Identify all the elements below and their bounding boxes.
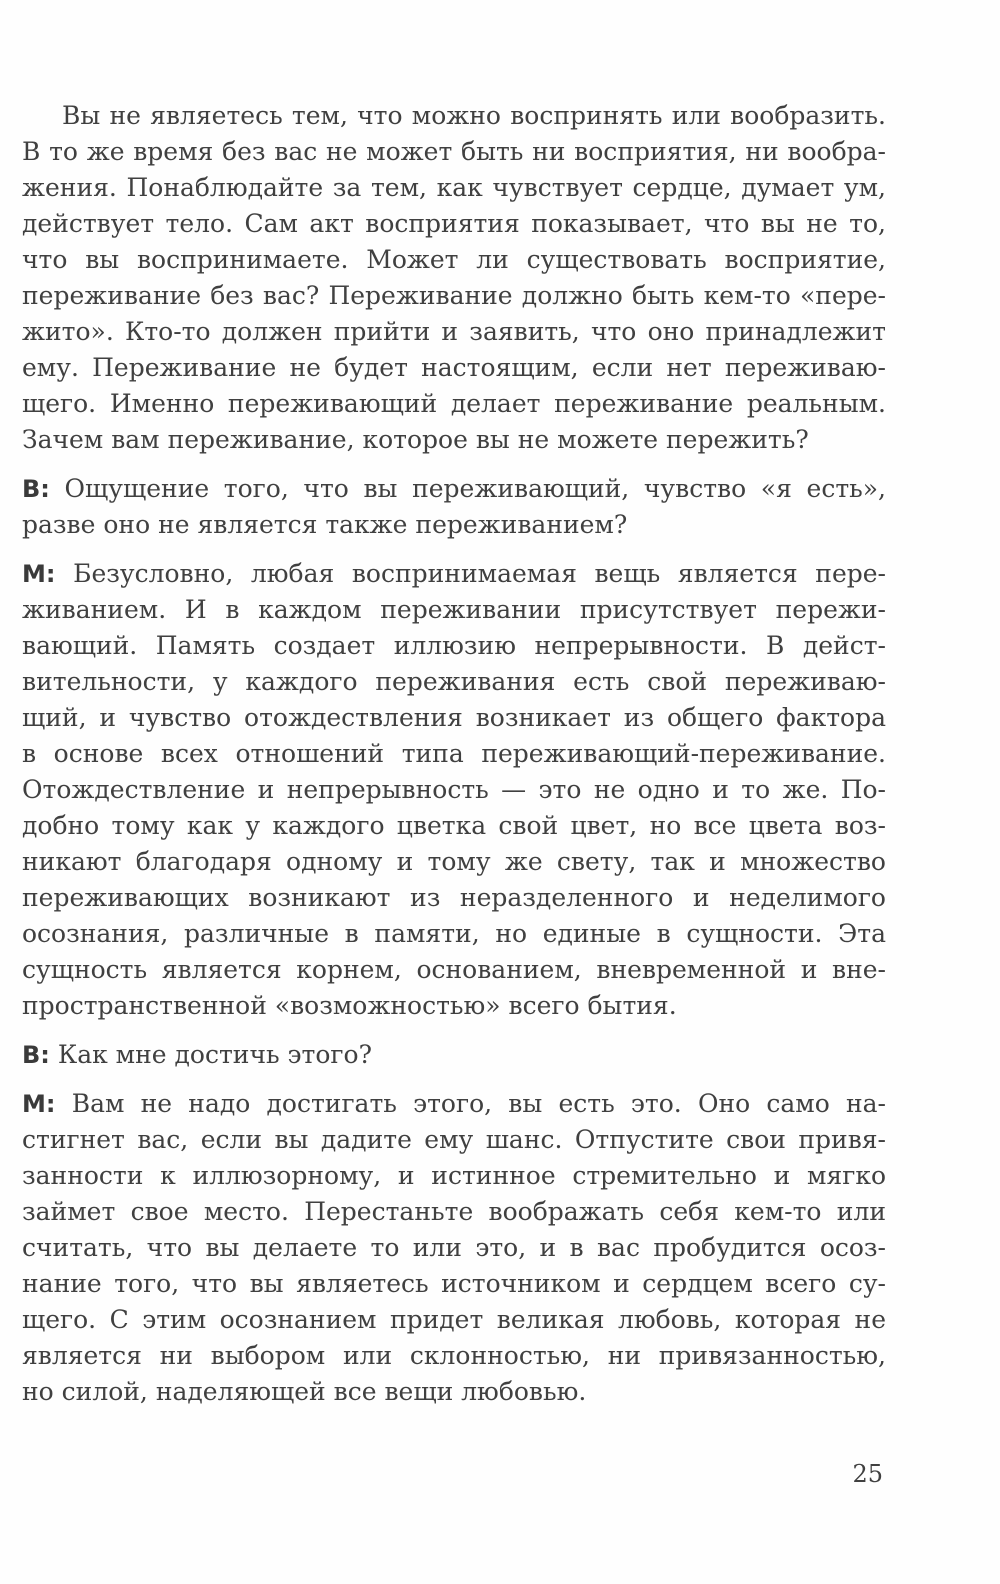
text-line	[22, 916, 886, 952]
line-text: сущность является корнем, основанием, вневременной и вне-	[22, 955, 886, 984]
line-text: вающий. Память создает иллюзию непрерывности. В дейст-	[22, 631, 886, 660]
line-text: стигнет вас, если вы дадите ему шанс. Отпустите свои привя-	[22, 1125, 886, 1154]
text-line	[22, 664, 886, 700]
text-line	[22, 628, 886, 664]
text-line	[22, 1374, 886, 1410]
text-line	[22, 736, 886, 772]
text-line	[22, 98, 886, 134]
line-text: Отождествление и непрерывность — это не одно и то же. По-	[22, 775, 886, 804]
text-line	[22, 350, 886, 386]
text-line	[22, 700, 886, 736]
line-text: щий, и чувство отождествления возникает из общего фактора	[22, 703, 886, 732]
text-line	[22, 880, 886, 916]
line-text: нание того, что вы являетесь источником и сердцем всего су-	[22, 1269, 886, 1298]
line-text: Как мне достичь этого?	[57, 1040, 372, 1069]
line-text: но силой, наделяющей все вещи любовью.	[22, 1377, 587, 1406]
line-text: щего. С этим осознанием придет великая любовь, которая не	[22, 1305, 886, 1334]
text-line	[22, 422, 886, 458]
text-line	[22, 988, 886, 1024]
line-text: переживание без вас? Переживание должно быть кем-то «пере-	[22, 281, 886, 310]
paragraph-gap	[22, 458, 886, 471]
speaker-label: М:	[22, 1090, 56, 1118]
text-line	[22, 386, 886, 422]
line-text: В то же время без вас не может быть ни восприятия, ни вообра-	[22, 137, 886, 166]
line-text: Вам не надо достигать этого, вы есть это. Оно само на-	[71, 1089, 886, 1118]
line-text: жито». Кто-то должен прийти и заявить, что оно принадлежит	[22, 317, 886, 346]
text-line	[22, 1230, 886, 1266]
line-text: занности к иллюзорному, и истинное стремительно и мягко	[22, 1161, 886, 1190]
text-line	[22, 242, 886, 278]
dialogue-paragraph	[22, 471, 886, 543]
text-line	[22, 844, 886, 880]
line-text: займет свое место. Перестаньте воображать себя кем-то или	[22, 1197, 886, 1226]
page-number: 25	[852, 1460, 883, 1488]
text-line	[22, 1037, 886, 1073]
text-line	[22, 592, 886, 628]
line-text: Безусловно, любая воспринимаемая вещь является пере-	[73, 559, 886, 588]
text-line	[22, 808, 886, 844]
line-text: ему. Переживание не будет настоящим, если нет переживаю-	[22, 353, 886, 382]
line-text: жения. Понаблюдайте за тем, как чувствует сердце, думает ум,	[22, 173, 886, 202]
line-text: осознания, различные в памяти, но единые в сущности. Эта	[22, 919, 886, 948]
text-line	[22, 1266, 886, 1302]
text-line	[22, 1086, 886, 1122]
line-text: разве оно не является также переживанием?	[22, 510, 628, 539]
text-line	[22, 507, 886, 543]
line-text: что вы воспринимаете. Может ли существовать восприятие,	[22, 245, 886, 274]
text-line	[22, 471, 886, 507]
text-paragraph	[22, 98, 886, 458]
line-text: переживающих возникают из неразделенного и неделимого	[22, 883, 886, 912]
speaker-label: В:	[22, 475, 50, 503]
text-line	[22, 1158, 886, 1194]
line-text: является ни выбором или склонностью, ни привязанностью,	[22, 1341, 886, 1370]
line-text: вительности, у каждого переживания есть свой переживаю-	[22, 667, 886, 696]
dialogue-paragraph	[22, 1086, 886, 1410]
text-line	[22, 772, 886, 808]
text-line	[22, 952, 886, 988]
dialogue-paragraph	[22, 1037, 886, 1073]
line-text: считать, что вы делаете то или это, и в вас пробудится осоз-	[22, 1233, 886, 1262]
text-line	[22, 556, 886, 592]
line-text: Ощущение того, что вы переживающий, чувство «я есть»,	[64, 474, 886, 503]
text-line	[22, 1194, 886, 1230]
text-line	[22, 278, 886, 314]
text-line	[22, 1302, 886, 1338]
speaker-label: В:	[22, 1041, 50, 1069]
text-line	[22, 134, 886, 170]
dialogue-paragraph	[22, 556, 886, 1024]
paragraph-gap	[22, 543, 886, 556]
line-text: Вы не являетесь тем, что можно воспринять или вообразить.	[62, 101, 886, 130]
line-text: в основе всех отношений типа переживающий-переживание.	[22, 739, 886, 768]
speaker-label: М:	[22, 560, 56, 588]
text-line	[22, 206, 886, 242]
text-line	[22, 1338, 886, 1374]
page-body-text	[22, 98, 886, 1410]
paragraph-gap	[22, 1024, 886, 1037]
line-text: пространственной «возможностью» всего бытия.	[22, 991, 677, 1020]
line-text: никают благодаря одному и тому же свету, так и множество	[22, 847, 886, 876]
line-text: действует тело. Сам акт восприятия показывает, что вы не то,	[22, 209, 886, 238]
text-line	[22, 170, 886, 206]
line-text: живанием. И в каждом переживании присутствует пережи-	[22, 595, 886, 624]
line-text: Зачем вам переживание, которое вы не можете пережить?	[22, 425, 809, 454]
paragraph-gap	[22, 1073, 886, 1086]
text-line	[22, 314, 886, 350]
line-text: щего. Именно переживающий делает переживание реальным.	[22, 389, 886, 418]
line-text: добно тому как у каждого цветка свой цвет, но все цвета воз-	[22, 811, 886, 840]
text-line	[22, 1122, 886, 1158]
